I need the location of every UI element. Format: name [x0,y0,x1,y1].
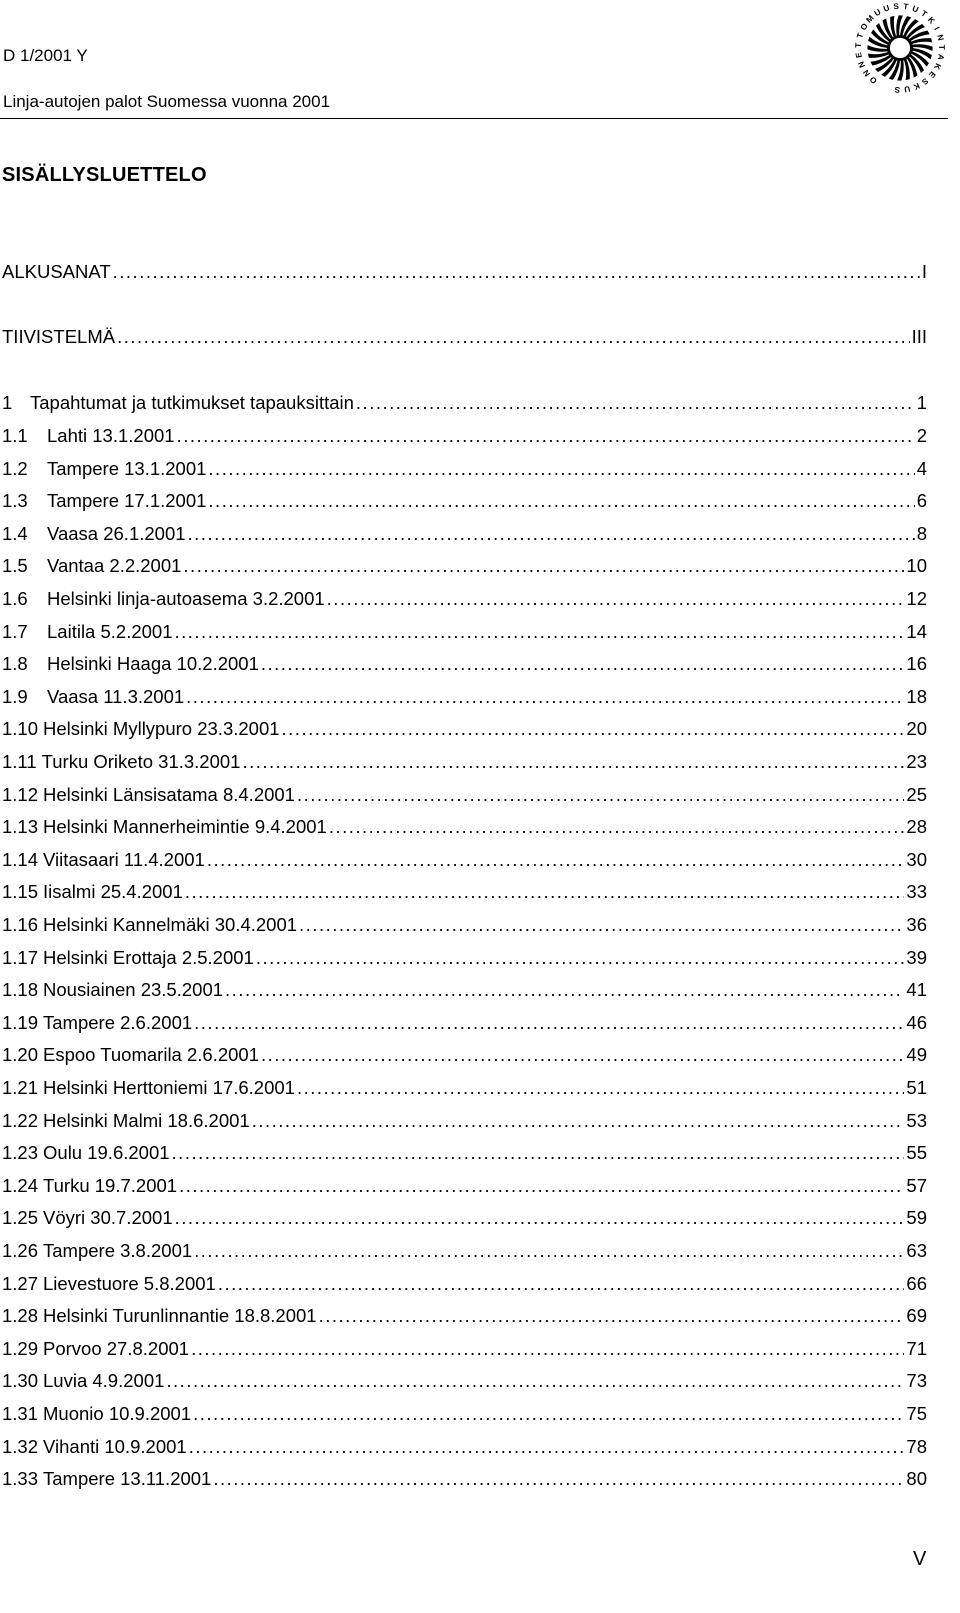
svg-text:A: A [935,53,946,61]
toc-entry-page: 80 [906,1468,927,1490]
toc-entry-page: 28 [906,816,927,838]
onnettomuustutkintakeskus-logo [852,0,948,96]
toc-entry-title: Muonio 10.9.2001 [43,1403,192,1424]
toc-entry-title: Helsinki Länsisatama 8.4.2001 [43,783,295,805]
toc-entry-number: 1.21 [2,1077,39,1098]
toc-entry-title: Tampere 3.8.2001 [43,1240,193,1261]
toc-entry-title: Iisalmi 25.4.2001 [43,881,183,903]
toc-entry-number: 1.10 [2,718,39,740]
toc-entry[interactable] [2,425,927,451]
toc-entry-number: 1.18 [2,979,39,1001]
svg-text:I: I [932,25,942,32]
svg-text:K: K [912,80,922,92]
toc-entry[interactable] [2,523,927,549]
toc-entry-title: Helsinki Turunlinnantie 18.8.2001 [43,1305,317,1327]
svg-text:U: U [882,3,891,14]
toc-entry[interactable] [2,751,927,777]
toc-dot-leader [282,718,905,740]
toc-entry-title: Oulu 19.6.2001 [43,1142,170,1164]
toc-entry[interactable] [2,1403,927,1429]
toc-entry-page: 36 [906,914,927,935]
toc-entry-title: Luvia 4.9.2001 [43,1370,165,1392]
toc-entry-title: Helsinki Erottaja 2.5.2001 [43,946,254,968]
toc-entry[interactable] [2,1273,927,1299]
toc-entry-page: 8 [916,522,927,544]
toc-entry-number: 1.27 [2,1272,39,1294]
page-number: V [913,1548,927,1570]
toc-entry-number: 1.6 [2,588,28,609]
toc-dot-leader [242,751,904,773]
toc-entry-page: 12 [906,588,927,609]
toc-entry[interactable] [2,1110,927,1136]
toc-entry[interactable] [2,979,927,1005]
toc-entry-page: 41 [906,979,927,1001]
svg-text:O: O [858,21,870,32]
toc-entry-number: 1.19 [2,1011,39,1033]
toc-entry-number: 1 [2,392,13,413]
toc-dot-leader [188,523,915,545]
toc-entry-number: 1.22 [2,1109,39,1131]
toc-entry-number: 1.28 [2,1305,39,1327]
toc-entry[interactable] [2,1338,927,1364]
svg-text:U: U [903,84,911,94]
toc-entry-page: 14 [906,620,927,642]
toc-entry-number: 1.32 [2,1435,39,1457]
toc-entry[interactable] [2,1175,927,1201]
toc-entry[interactable] [2,1142,927,1168]
toc-entry-number: 1.23 [2,1142,39,1164]
toc-dot-leader [319,1305,905,1327]
document-code: D 1/2001 Y [3,46,88,65]
toc-entry-number: 1.8 [2,653,28,675]
toc-entry-page: 20 [906,718,927,740]
toc-entry-page: 63 [906,1240,927,1261]
toc-entry[interactable] [2,490,927,516]
toc-dot-leader [256,947,905,969]
toc-entry-page: III [911,326,927,347]
toc-entry[interactable] [2,261,927,287]
toc-entry-title: Tampere 13.1.2001 [47,457,207,479]
toc-entry[interactable] [2,718,927,744]
toc-entry-title: Tampere 13.11.2001 [43,1468,212,1490]
toc-entry-title: Helsinki Haaga 10.2.2001 [47,653,259,675]
toc-entry-number: 1.20 [2,1044,39,1066]
toc-dot-leader [297,1077,904,1099]
toc-entry[interactable] [2,1012,927,1038]
toc-entry-page: 59 [906,1207,927,1229]
toc-entry-page: 49 [906,1044,927,1066]
toc-entry[interactable] [2,947,927,973]
toc-dot-leader [175,621,905,643]
toc-entry-page: 75 [906,1403,927,1424]
svg-text:T: T [919,8,929,20]
svg-text:S: S [892,1,900,12]
toc-title: SISÄLLYSLUETTELO [2,164,207,186]
toc-entry-page: 78 [906,1435,927,1457]
toc-entry-title: Helsinki Kannelmäki 30.4.2001 [43,914,298,935]
toc-entry-page: 30 [906,848,927,870]
toc-entry[interactable] [2,555,927,581]
toc-entry-page: 73 [906,1370,927,1392]
toc-entry-number: 1.31 [2,1403,39,1424]
document-subtitle: Linja-autojen palot Suomessa vuonna 2001 [3,92,331,111]
svg-text:N: N [861,67,873,79]
toc-entry-page: I [921,261,927,282]
toc-entry-page: 71 [906,1337,927,1359]
toc-entry-page: 18 [906,685,927,707]
toc-entry-number: 1.26 [2,1240,39,1261]
svg-text:T: T [855,32,866,40]
toc-dot-leader [193,1403,904,1425]
toc-entry[interactable] [2,849,927,875]
toc-entry-title: Espoo Tuomarila 2.6.2001 [43,1044,259,1066]
toc-entry-page: 46 [906,1011,927,1033]
toc-dot-leader [117,326,910,348]
toc-entry-page: 2 [916,425,927,446]
toc-entry-page: 39 [906,946,927,968]
toc-entry-number: 1.25 [2,1207,39,1229]
toc-dot-leader [207,849,905,871]
toc-entry-number: 1.15 [2,881,39,903]
toc-entry-title: Tapahtumat ja tutkimukset tapauksittain [30,392,354,413]
toc-entry-number: 1.29 [2,1337,39,1359]
toc-entry-title: Lievestuore 5.8.2001 [43,1272,216,1294]
toc-entry-page: 53 [906,1109,927,1131]
toc-entry-title: Helsinki Myllypuro 23.3.2001 [43,718,280,740]
toc-entry-number: 1.16 [2,914,39,935]
toc-entry[interactable] [2,1207,927,1233]
toc-dot-leader [166,1370,904,1392]
svg-text:K: K [925,15,937,26]
svg-text:U: U [872,7,883,19]
toc-entry-title: Helsinki Malmi 18.6.2001 [43,1109,250,1131]
svg-text:E: E [854,51,864,59]
toc-dot-leader [208,458,914,480]
toc-dot-leader [261,1044,904,1066]
toc-dot-leader [261,653,905,675]
toc-entry-number: 1.13 [2,816,39,838]
toc-entry[interactable] [2,1240,927,1266]
toc-dot-leader [177,425,915,447]
toc-entry-title: Tampere 17.1.2001 [47,490,207,512]
svg-text:N: N [935,33,946,42]
toc-dot-leader [356,392,915,414]
toc-dot-leader [179,1175,904,1197]
toc-dot-leader [218,1273,905,1295]
toc-entry-title: Nousiainen 23.5.2001 [43,979,224,1001]
toc-entry-page: 1 [916,392,927,413]
toc-dot-leader [172,1142,905,1164]
svg-text:T: T [853,42,864,49]
toc-entry-page: 16 [906,653,927,675]
toc-dot-leader [113,261,920,283]
toc-entry-title: ALKUSANAT [2,261,111,282]
svg-text:N: N [856,60,868,70]
toc-dot-leader [225,979,904,1001]
header-rule [0,118,948,119]
toc-entry-title: Laitila 5.2.2001 [47,620,173,642]
toc-entry[interactable] [2,392,927,418]
toc-entry-title: Vihanti 10.9.2001 [43,1435,187,1457]
toc-entry-number: 1.17 [2,946,39,968]
toc-entry-page: 6 [916,490,927,512]
toc-dot-leader [189,1436,905,1458]
toc-entry[interactable] [2,326,927,352]
toc-dot-leader [213,1468,904,1490]
toc-entry[interactable] [2,588,927,614]
svg-text:O: O [868,74,879,86]
svg-text:S: S [920,76,930,87]
toc-entry-number: 1.9 [2,685,28,707]
toc-entry[interactable] [2,458,927,484]
toc-entry-number: 1.3 [2,490,28,512]
toc-dot-leader [329,816,905,838]
svg-text:M: M [864,13,876,25]
toc-entry-page: 51 [906,1077,927,1098]
toc-entry[interactable] [2,914,927,940]
toc-entry[interactable] [2,816,927,842]
toc-entry-title: Lahti 13.1.2001 [47,425,175,446]
toc-entry-title: Helsinki Mannerheimintie 9.4.2001 [43,816,327,838]
toc-dot-leader [194,1012,904,1034]
toc-entry-page: 55 [906,1142,927,1164]
toc-dot-leader [191,1338,904,1360]
toc-entry-title: Vaasa 26.1.2001 [47,522,186,544]
toc-entry-number: 1.2 [2,457,28,479]
toc-entry-page: 23 [906,751,927,772]
toc-dot-leader [194,1240,904,1262]
toc-entry-number: 1.24 [2,1174,39,1196]
svg-text:T: T [937,44,947,50]
toc-dot-leader [183,555,904,577]
toc-entry-number: 1.1 [2,425,28,446]
toc-dot-leader [185,881,905,903]
toc-entry[interactable] [2,784,927,810]
toc-entry-number: 1.11 [2,751,37,772]
toc-entry[interactable] [2,1044,927,1070]
toc-entry[interactable] [2,1370,927,1396]
toc-entry-page: 57 [906,1174,927,1196]
toc-entry[interactable] [2,653,927,679]
toc-dot-leader [297,784,904,806]
toc-entry[interactable] [2,881,927,907]
toc-entry-number: 1.14 [2,848,39,870]
toc-entry-number: 1.4 [2,522,28,544]
toc-entry-title: TIIVISTELMÄ [2,326,116,347]
toc-entry-title: Helsinki linja-autoasema 3.2.2001 [47,588,325,609]
toc-entry-title: Vöyri 30.7.2001 [43,1207,173,1229]
toc-entry-page: 33 [906,881,927,903]
toc-entry-page: 10 [906,555,927,577]
toc-entry-page: 66 [906,1272,927,1294]
toc-entry-page: 69 [906,1305,927,1327]
toc-entry[interactable] [2,686,927,712]
svg-text:S: S [894,84,901,95]
svg-text:K: K [932,61,943,71]
toc-entry[interactable] [2,1436,927,1462]
toc-entry-page: 25 [906,783,927,805]
toc-entry-title: Vantaa 2.2.2001 [47,555,182,577]
toc-dot-leader [186,686,904,708]
toc-entry-title: Turku 19.7.2001 [43,1174,178,1196]
toc-entry-number: 1.5 [2,555,28,577]
toc-dot-leader [208,490,914,512]
toc-entry-title: Viitasaari 11.4.2001 [43,848,205,870]
toc-entry-page: 4 [916,457,927,479]
toc-entry[interactable] [2,1305,927,1331]
svg-text:U: U [910,4,920,15]
toc-entry[interactable] [2,1077,927,1103]
toc-entry[interactable] [2,1468,927,1494]
toc-entry-title: Tampere 2.6.2001 [43,1011,193,1033]
toc-entry-title: Vaasa 11.3.2001 [47,685,185,707]
toc-entry-title: Turku Oriketo 31.3.2001 [41,751,241,772]
toc-entry-number: 1.30 [2,1370,39,1392]
toc-entry-number: 1.33 [2,1468,39,1490]
toc-dot-leader [252,1110,905,1132]
toc-dot-leader [299,914,904,936]
toc-dot-leader [327,588,905,610]
toc-entry[interactable] [2,621,927,647]
toc-entry-title: Porvoo 27.8.2001 [43,1337,190,1359]
toc-dot-leader [175,1207,905,1229]
svg-text:T: T [902,1,909,12]
toc-entry-number: 1.12 [2,783,39,805]
toc-entry-number: 1.7 [2,620,28,642]
toc-entry-title: Helsinki Herttoniemi 17.6.2001 [43,1077,295,1098]
svg-text:E: E [926,69,938,80]
